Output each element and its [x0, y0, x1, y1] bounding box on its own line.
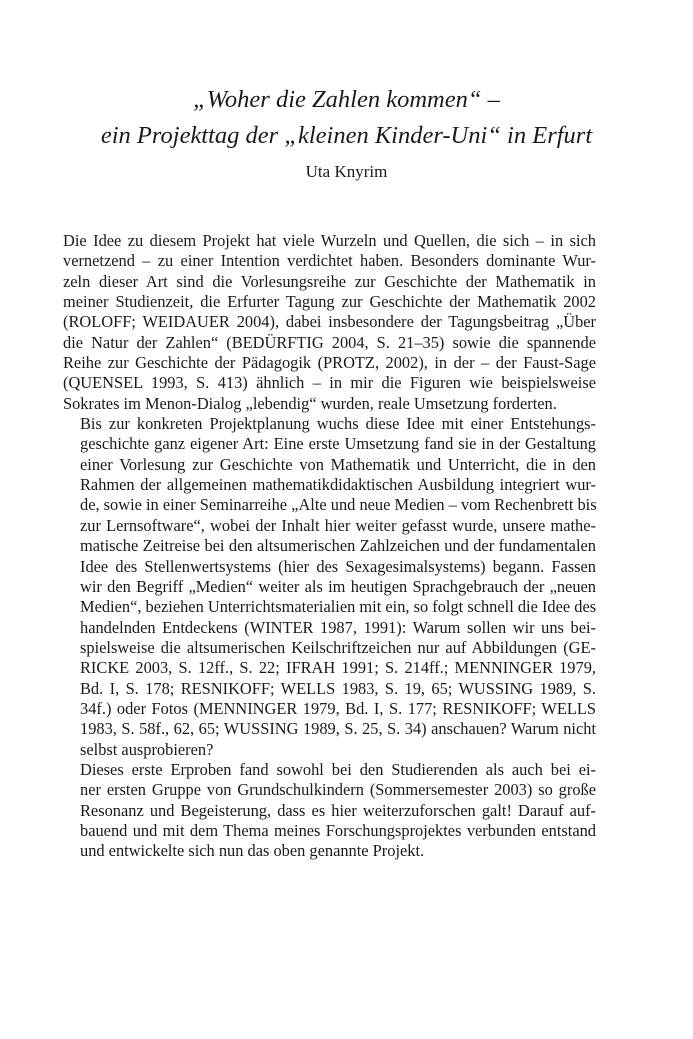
text-line: Rahmen der allgemeinen mathematikdidaktischen Ausbildung integriert wur- [80, 475, 596, 495]
text-line: Bd. I, S. 178; RESNIKOFF; WELLS 1983, S. 19, 65; WUSSING 1989, S. [80, 678, 596, 698]
text-line: (ROLOFF; WEIDAUER 2004), dabei insbesondere der Tagungsbeitrag „Über [63, 312, 596, 332]
text-line: spielsweise die altsumerischen Keilschriftzeichen nur auf Abbildungen (GE- [80, 637, 596, 657]
text-line: matische Zeitreise bei den altsumerischen Zahlzeichen und der fundamentalen [80, 536, 596, 556]
paragraph [63, 760, 596, 862]
text-line: de, sowie in einer Seminarreihe „Alte und neue Medien – vom Rechenbrett bis [80, 495, 597, 515]
text-line: handelnden Entdeckens (WINTER 1987, 1991): Warum sollen wir uns bei- [80, 617, 596, 637]
article-title [0, 82, 693, 154]
text-line: zeln dieser Art sind die Vorlesungsreihe zur Geschichte der Mathematik in [63, 271, 596, 291]
text-line: und entwickelte sich nun das oben genannte Projekt. [80, 841, 425, 861]
text-line: RICKE 2003, S. 12ff., S. 22; IFRAH 1991; S. 214ff.; MENNINGER 1979, [80, 658, 596, 678]
paragraph [63, 414, 596, 760]
text-line: geschichte ganz eigener Art: Eine erste Umsetzung fand sie in der Gestaltung [80, 434, 596, 454]
paragraph [63, 231, 596, 414]
text-line: ner ersten Gruppe von Grundschulkindern (Sommersemester 2003) so große [80, 780, 596, 800]
title-line-2: ein Projekttag der „kleinen Kinder-Uni“ in Erfurt [100, 122, 593, 149]
text-line: Dieses erste Erproben fand sowohl bei den Studierenden als auch bei ei- [80, 759, 596, 779]
text-line: Sokrates im Menon-Dialog „lebendig“ wurden, reale Umsetzung forderten. [63, 393, 557, 413]
text-line: selbst ausprobieren? [80, 739, 214, 759]
title-line-1: „Woher die Zahlen kommen“ – [193, 86, 500, 113]
text-line: meiner Studienzeit, die Erfurter Tagung zur Geschichte der Mathematik 2002 [63, 292, 596, 312]
text-line: die Natur der Zahlen“ (BEDÜRFTIG 2004, S. 21–35) sowie die spannende [63, 332, 596, 352]
text-line: einer Vorlesung zur Geschichte von Mathematik und Unterricht, die in den [80, 454, 596, 474]
text-line: 1983, S. 58f., 62, 65; WUSSING 1989, S. 25, S. 34) anschauen? Warum nicht [80, 719, 596, 739]
text-line: Bis zur konkreten Projektplanung wuchs diese Idee mit einer Entstehungs- [80, 414, 596, 434]
text-line: vernetzend – zu einer Intention verdichtet haben. Besonders dominante Wur- [63, 251, 596, 271]
text-line: Medien“, beziehen Unterrichtsmaterialien mit ein, so folgt schnell die Idee des [80, 597, 597, 617]
text-line: Idee des Stellenwertsystems (hier des Sexagesimalsystems) begann. Fassen [80, 556, 596, 576]
text-line: zur Lernsoftware“, wobei der Inhalt hier weiter gefasst wurde, unsere mathe- [80, 515, 596, 535]
text-line: 34f.) oder Fotos (MENNINGER 1979, Bd. I, S. 177; RESNIKOFF; WELLS [80, 698, 596, 718]
author-name: Uta Knyrim [305, 162, 388, 181]
text-line: Resonanz und Begeisterung, dass es hier weiterzuforschen galt! Darauf auf- [80, 800, 596, 820]
text-line: (QUENSEL 1993, S. 413) ähnlich – in mir die Figuren wie beispielsweise [63, 373, 596, 393]
text-line: Die Idee zu diesem Projekt hat viele Wurzeln und Quellen, die sich – in sich [63, 231, 596, 250]
text-line: bauend und mit dem Thema meines Forschungsprojektes verbunden entstand [80, 820, 596, 840]
body-text [63, 231, 596, 862]
text-line: wir den Begriff „Medien“ weiter als im heutigen Sprachgebrauch der „neuen [80, 576, 596, 596]
text-line: Reihe zur Geschichte der Pädagogik (PROTZ, 2002), in der – der Faust-Sage [63, 353, 596, 373]
